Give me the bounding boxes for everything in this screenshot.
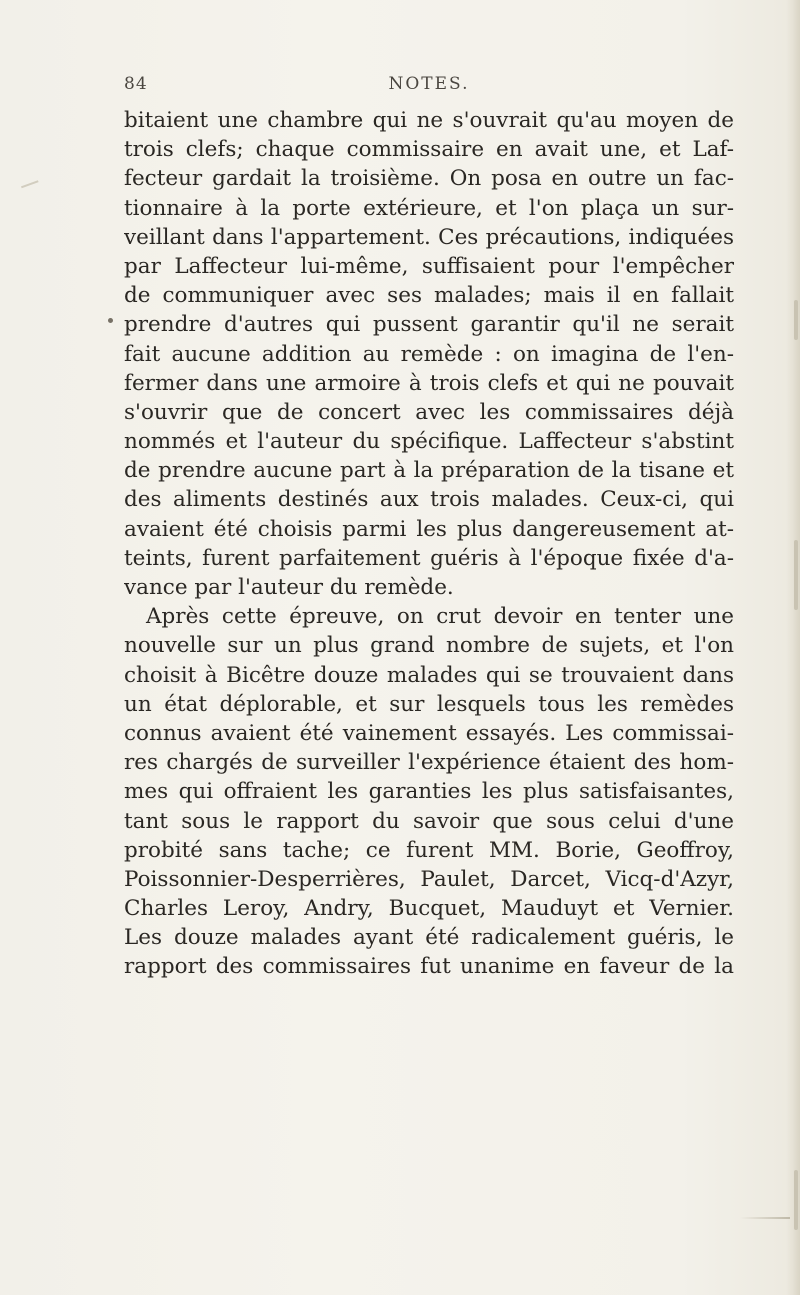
- text-line: de communiquer avec ses malades; mais il en fallait: [124, 283, 734, 309]
- text-line: rapport des commissaires fut unanime en faveur de la: [124, 954, 734, 980]
- margin-dot: [108, 318, 113, 323]
- text-line: fecteur gardait la troisième. On posa en outre un fac-: [124, 166, 734, 192]
- text-line: trois clefs; chaque commissaire en avait une, et Laf-: [124, 137, 734, 163]
- text-line: Charles Leroy, Andry, Bucquet, Mauduyt et Vernier.: [124, 896, 734, 922]
- page-header: [124, 74, 734, 100]
- text-line: probité sans tache; ce furent MM. Borie, Geoffroy,: [124, 837, 734, 863]
- text-line: des aliments destinés aux trois malades. Ceux-ci, qui: [124, 487, 734, 513]
- page-number: 84: [124, 74, 148, 94]
- text-line: nouvelle sur un plus grand nombre de sujets, et l'on: [124, 633, 734, 659]
- paragraph: [124, 106, 734, 602]
- text-line: prendre d'autres qui pussent garantir qu'il ne serait: [124, 312, 734, 338]
- text-line: un état déplorable, et sur lesquels tous les remèdes: [124, 691, 734, 717]
- text-line: fait aucune addition au remède : on imagina de l'en-: [124, 341, 734, 367]
- text-line: veillant dans l'appartement. Ces précautions, indiquées: [124, 224, 734, 250]
- text-line: tant sous le rapport du savoir que sous celui d'une: [124, 808, 734, 834]
- text-line: bitaient une chambre qui ne s'ouvrait qu'au moyen de: [124, 108, 734, 133]
- text-line: s'ouvrir que de concert avec les commissaires déjà: [124, 399, 734, 425]
- text-line: avaient été choisis parmi les plus dangereusement at-: [124, 516, 734, 542]
- page-edge-mark: [794, 1170, 798, 1230]
- text-line: par Laffecteur lui-même, suffisaient pour l'empêcher: [124, 253, 734, 279]
- text-line: de prendre aucune part à la préparation de la tisane et: [124, 458, 734, 484]
- body-text: [124, 106, 734, 982]
- page-edge-shadow: [786, 0, 800, 1295]
- bottom-edge-mark: [740, 1217, 790, 1219]
- text-line: mes qui offraient les garanties les plus satisfaisantes,: [124, 779, 734, 805]
- text-line: choisit à Bicêtre douze malades qui se trouvaient dans: [124, 662, 734, 688]
- text-line: nommés et l'auteur du spécifique. Laffecteur s'abstint: [124, 429, 734, 455]
- text-line: teints, furent parfaitement guéris à l'époque fixée d'a-: [124, 545, 734, 571]
- margin-smudge: [21, 180, 41, 195]
- running-head: NOTES.: [388, 74, 470, 94]
- text-line: fermer dans une armoire à trois clefs et qui ne pouvait: [124, 370, 734, 396]
- text-line: res chargés de surveiller l'expérience étaient des hom-: [124, 750, 734, 776]
- text-line: tionnaire à la porte extérieure, et l'on plaça un sur-: [124, 195, 734, 221]
- page-edge-mark: [794, 540, 798, 610]
- text-line: Les douze malades ayant été radicalement guéris, le: [124, 925, 734, 951]
- text-line: Après cette épreuve, on crut devoir en tenter une: [146, 604, 734, 630]
- text-line: Poissonnier-Desperrières, Paulet, Darcet, Vicq-d'Azyr,: [124, 866, 734, 892]
- text-line: connus avaient été vainement essayés. Les commissai-: [124, 720, 734, 746]
- text-line: vance par l'auteur du remède.: [124, 575, 454, 600]
- paragraph: [124, 602, 734, 981]
- page-edge-mark: [794, 300, 798, 340]
